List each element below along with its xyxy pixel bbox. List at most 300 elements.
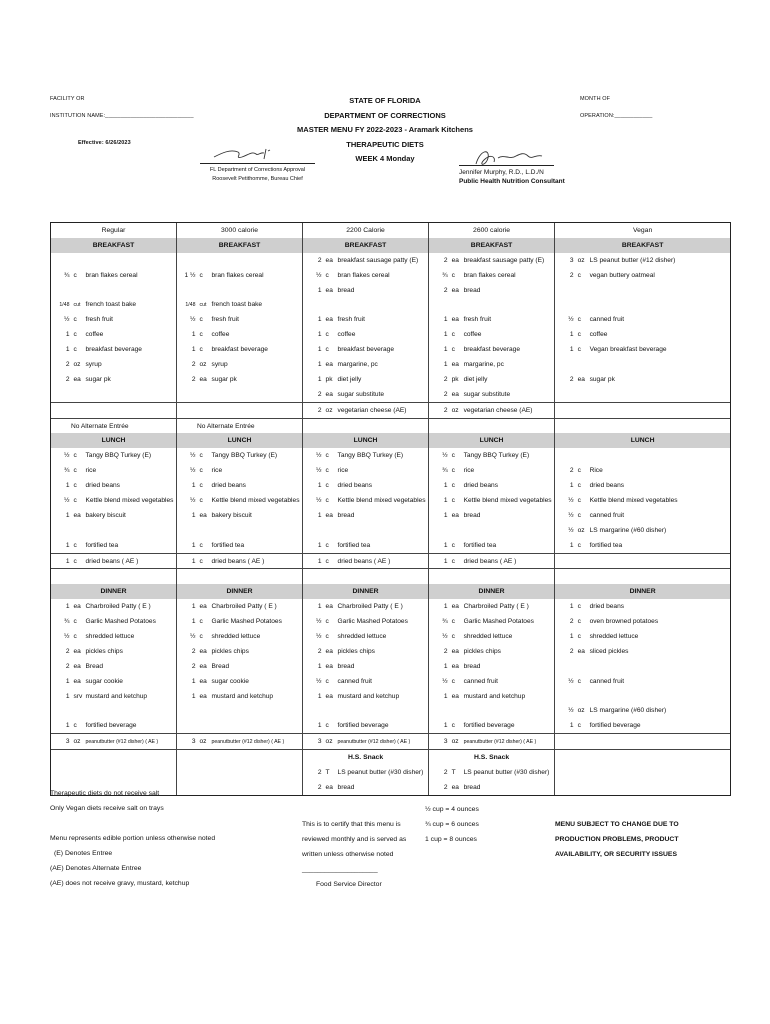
portion-unit (199, 402, 209, 418)
conversion-notes (425, 802, 479, 847)
portion-unit: c (325, 482, 329, 490)
snack-heading: H.S. Snack (303, 750, 429, 765)
footer-note: Menu represents edible portion unless otherwise noted (50, 835, 216, 842)
portion-quantity (429, 523, 451, 538)
portion-quantity: 2 (429, 765, 451, 780)
menu-item: fortified beverage (337, 722, 389, 730)
menu-row (51, 674, 731, 689)
portion-unit: ea (325, 692, 333, 700)
portion-unit: ea (325, 390, 333, 398)
menu-item: Tangy BBQ Turkey (E) (211, 452, 278, 460)
menu-item: LS peanut butter (#30 disher) (463, 769, 550, 776)
portion-unit: c (325, 632, 329, 640)
portion-quantity (51, 402, 73, 418)
portion-quantity: ½ (51, 629, 73, 644)
portion-unit: c (73, 452, 77, 460)
portion-unit (199, 387, 209, 402)
portion-quantity: 1 (555, 478, 577, 493)
portion-unit: T (325, 769, 330, 776)
portion-quantity: 1 (429, 659, 451, 674)
portion-quantity: 2 (177, 659, 199, 674)
menu-item: sugar pk (587, 372, 731, 387)
portion-quantity: 1 ½ (177, 268, 199, 283)
conversion-line: ½ cup = 4 ounces (425, 806, 479, 813)
menu-item: fresh fruit (337, 316, 366, 324)
portion-unit: c (451, 553, 461, 569)
approval-signature (212, 143, 272, 165)
portion-quantity: 2 (177, 357, 199, 372)
menu-item: fortified beverage (85, 722, 137, 730)
portion-unit (73, 523, 83, 538)
portion-unit: c (577, 541, 581, 549)
menu-item: bread (461, 780, 555, 795)
menu-row (51, 357, 731, 372)
portion-unit: ea (325, 647, 333, 655)
menu-item: Kettle blend mixed vegetables (587, 493, 731, 508)
portion-unit: oz (451, 402, 461, 418)
portion-quantity: 1 (51, 327, 73, 342)
menu-item: breakfast sausage patty (E) (463, 256, 545, 264)
portion-unit: c (73, 346, 77, 354)
portion-unit: c (325, 271, 329, 279)
portion-unit: c (73, 316, 77, 324)
title-line: WEEK 4 Monday (355, 154, 415, 163)
column-header-2600: 2600 calorie (429, 223, 555, 238)
portion-unit: ea (577, 375, 585, 383)
menu-item: fresh fruit (211, 316, 239, 324)
consultant-signature-line (459, 165, 554, 166)
portion-unit: c (325, 553, 335, 569)
alternate-entree-note (303, 418, 429, 433)
portion-quantity (51, 704, 73, 719)
consultant-caption (459, 168, 565, 186)
menu-item: mustard and ketchup (463, 692, 526, 700)
portion-unit: ea (73, 647, 81, 655)
menu-item: breakfast sausage patty (E) (337, 256, 419, 264)
menu-row (51, 584, 731, 599)
portion-quantity: ½ (555, 312, 577, 327)
portion-quantity: ¾ (429, 463, 451, 478)
portion-unit: oz (73, 360, 81, 368)
portion-quantity: 1 (51, 689, 73, 704)
portion-quantity: ½ (177, 312, 199, 327)
menu-item: mustard and ketchup (85, 692, 148, 700)
portion-unit (577, 780, 587, 795)
menu-item: fresh fruit (85, 316, 113, 324)
portion-quantity: 1 (51, 538, 73, 553)
portion-unit: c (199, 452, 203, 460)
menu-item: peanutbutter (#12 disher) ( AE ) (83, 734, 177, 750)
menu-item (209, 718, 303, 733)
portion-unit: ea (451, 316, 459, 324)
menu-item: bran flakes cereal (211, 271, 264, 279)
menu-item (587, 734, 731, 750)
portion-unit: ea (451, 780, 461, 795)
meal-heading: LUNCH (429, 433, 555, 448)
portion-quantity: ½ (303, 614, 325, 629)
portion-quantity: ½ (51, 493, 73, 508)
portion-quantity (555, 780, 577, 795)
portion-quantity (177, 387, 199, 402)
menu-item (335, 523, 429, 538)
menu-row (51, 297, 731, 312)
menu-item: dried beans ( AE ) (83, 553, 177, 569)
portion-quantity: 1 (303, 538, 325, 553)
portion-unit: c (577, 632, 581, 640)
meal-heading: DINNER (303, 584, 429, 599)
title-line: STATE OF FLORIDA (349, 96, 421, 105)
portion-unit: c (577, 467, 581, 475)
portion-quantity: 2 (555, 372, 577, 387)
portion-quantity: ¾ (429, 268, 451, 283)
column-header-row (51, 223, 731, 238)
portion-quantity: ½ (429, 674, 451, 689)
consultant-line: Public Health Nutrition Consultant (459, 178, 565, 185)
blank-cell (303, 569, 429, 584)
portion-quantity: 2 (51, 372, 73, 387)
menu-item: rice (85, 467, 97, 475)
menu-item (83, 704, 177, 719)
footer-note: (AE) Denotes Alternate Entree (50, 865, 142, 872)
portion-quantity (555, 765, 577, 780)
menu-row (51, 614, 731, 629)
portion-unit (451, 523, 461, 538)
portion-unit: c (577, 496, 581, 504)
menu-row (51, 372, 731, 387)
portion-quantity: 1 (429, 312, 451, 327)
portion-unit: oz (577, 526, 585, 534)
portion-quantity: ½ (555, 674, 577, 689)
menu-item: sugar cookie (85, 677, 123, 685)
menu-item (83, 253, 177, 268)
menu-row (51, 327, 731, 342)
portion-quantity: 2 (555, 644, 577, 659)
portion-unit: c (199, 331, 203, 339)
portion-quantity (555, 402, 577, 418)
portion-quantity: 1 (177, 599, 199, 614)
portion-unit: ea (325, 662, 333, 670)
portion-quantity: 1 (429, 508, 451, 523)
portion-quantity: ½ (177, 463, 199, 478)
portion-unit: c (199, 271, 203, 279)
snack-heading (177, 750, 303, 765)
menu-item: Charbroiled Patty ( E ) (85, 603, 151, 611)
portion-quantity: 2 (555, 268, 577, 283)
portion-quantity (177, 253, 199, 268)
portion-unit: c (577, 331, 581, 339)
portion-quantity: ½ (303, 629, 325, 644)
approval-signature-line (200, 163, 315, 164)
menu-item: bread (463, 511, 481, 519)
portion-quantity (555, 659, 577, 674)
portion-unit: ea (451, 360, 459, 368)
menu-item: peanutbutter (#12 disher) ( AE ) (461, 734, 555, 750)
portion-unit: c (73, 271, 77, 279)
menu-item: breakfast beverage (463, 346, 521, 354)
portion-unit: ea (199, 647, 207, 655)
menu-item (209, 253, 303, 268)
portion-quantity (177, 704, 199, 719)
portion-unit: c (73, 553, 83, 569)
menu-item (83, 387, 177, 402)
blank-cell (555, 569, 731, 584)
portion-quantity: 1 (51, 599, 73, 614)
portion-quantity: 1 (177, 689, 199, 704)
portion-quantity (555, 357, 577, 372)
title-line: DEPARTMENT OF CORRECTIONS (324, 110, 446, 120)
footer-note (50, 816, 215, 831)
portion-unit: c (325, 467, 329, 475)
menu-item (587, 553, 731, 569)
menu-item: vegetarian cheese (AE) (335, 402, 429, 418)
portion-unit (577, 765, 587, 780)
menu-row (51, 538, 731, 553)
menu-item: LS peanut butter (#30 disher) (337, 769, 424, 776)
meal-heading: DINNER (177, 584, 303, 599)
portion-unit: ea (325, 256, 333, 264)
portion-quantity: 2 (51, 644, 73, 659)
portion-unit (577, 448, 587, 463)
portion-quantity: 2 (555, 463, 577, 478)
portion-quantity: 1 (177, 327, 199, 342)
portion-quantity: 1 (429, 357, 451, 372)
menu-item (587, 402, 731, 418)
meal-heading: BREAKFAST (177, 238, 303, 253)
menu-item (209, 402, 303, 418)
portion-unit: ea (451, 647, 459, 655)
menu-item: peanutbutter (#12 disher) ( AE ) (209, 734, 303, 750)
menu-item: Charbroiled Patty ( E ) (337, 603, 403, 611)
portion-unit: c (451, 271, 455, 279)
menu-item: sugar pk (85, 375, 111, 383)
portion-unit: cut (199, 301, 207, 308)
portion-unit (577, 689, 587, 704)
portion-unit: c (451, 677, 455, 685)
menu-item: breakfast beverage (85, 346, 142, 354)
menu-row (51, 478, 731, 493)
menu-item (209, 283, 303, 298)
menu-item (587, 283, 731, 298)
portion-quantity: 1 (429, 553, 451, 569)
menu-row (51, 402, 731, 418)
portion-quantity: 1 (303, 553, 325, 569)
menu-item: bran flakes cereal (337, 271, 390, 279)
menu-item: canned fruit (587, 508, 731, 523)
snack-heading: H.S. Snack (429, 750, 555, 765)
column-header-3000: 3000 calorie (177, 223, 303, 238)
portion-unit: ea (451, 256, 459, 264)
portion-quantity: ½ (555, 523, 577, 538)
portion-unit: c (325, 331, 329, 339)
menu-item (461, 704, 555, 719)
portion-quantity: ½ (177, 493, 199, 508)
alternate-entree-note (429, 418, 555, 433)
menu-item (587, 765, 731, 780)
menu-item: coffee (463, 331, 482, 339)
menu-item: dried beans ( AE ) (335, 553, 429, 569)
menu-item (83, 283, 177, 298)
portion-unit: oz (577, 256, 585, 264)
menu-item: rice (463, 467, 475, 475)
menu-item: bakery biscuit (85, 511, 126, 519)
portion-quantity: 1 (555, 342, 577, 357)
menu-item: Tangy BBQ Turkey (E) (463, 452, 530, 460)
portion-unit (451, 704, 461, 719)
menu-row (51, 599, 731, 614)
portion-unit (199, 283, 209, 298)
menu-row (51, 750, 731, 765)
menu-row (51, 523, 731, 538)
portion-quantity (429, 297, 451, 312)
portion-unit (577, 659, 587, 674)
portion-unit: c (73, 541, 77, 549)
menu-item: canned fruit (463, 677, 499, 685)
snack-heading (555, 750, 731, 765)
portion-unit (199, 704, 209, 719)
portion-quantity: 1 (51, 718, 73, 733)
portion-quantity: 3 (429, 734, 451, 750)
menu-item: coffee (211, 331, 230, 339)
portion-quantity (51, 253, 73, 268)
portion-unit: cut (73, 301, 81, 308)
portion-quantity: 3 (177, 734, 199, 750)
portion-unit: ea (199, 603, 207, 611)
portion-quantity (303, 523, 325, 538)
portion-quantity: 1 (555, 538, 577, 553)
portion-unit (199, 765, 209, 780)
portion-quantity: 1 (303, 312, 325, 327)
menu-row (51, 268, 731, 283)
portion-quantity: 1 (555, 629, 577, 644)
menu-item (587, 689, 731, 704)
portion-unit: pk (451, 375, 459, 383)
portion-quantity: 2 (303, 780, 325, 795)
menu-item (209, 704, 303, 719)
menu-item: sugar pk (211, 375, 237, 383)
menu-item (587, 659, 731, 674)
portion-unit: ea (199, 511, 207, 519)
menu-item: sliced pickles (587, 644, 731, 659)
meal-heading: BREAKFAST (303, 238, 429, 253)
portion-quantity: 1 (177, 614, 199, 629)
certify-line: reviewed monthly and is served as (302, 836, 407, 843)
portion-quantity (51, 765, 73, 780)
portion-unit: pk (325, 375, 333, 383)
portion-unit: c (451, 632, 455, 640)
portion-unit: c (199, 496, 203, 504)
portion-quantity: ½ (555, 493, 577, 508)
blank-cell (177, 569, 303, 584)
portion-unit: c (451, 467, 455, 475)
portion-quantity: ½ (555, 508, 577, 523)
portion-unit: c (199, 346, 203, 354)
menu-item: mustard and ketchup (337, 692, 400, 700)
alternate-entree-note: No Alternate Entrée (177, 418, 303, 433)
menu-item: fortified tea (337, 541, 371, 549)
portion-unit: ea (325, 360, 333, 368)
portion-quantity (429, 704, 451, 719)
portion-quantity (177, 523, 199, 538)
column-header-regular: Regular (51, 223, 177, 238)
portion-unit: c (451, 541, 455, 549)
menu-item (83, 402, 177, 418)
portion-quantity (555, 387, 577, 402)
menu-row (51, 253, 731, 268)
menu-item: french toast bake (85, 301, 137, 309)
portion-quantity (177, 765, 199, 780)
portion-quantity: 2 (177, 372, 199, 387)
certify-signature-line: ____________________ (302, 866, 378, 873)
footer-note: Therapeutic diets do not receive salt (50, 790, 160, 797)
portion-quantity (555, 553, 577, 569)
operation-label: OPERATION:____________ (580, 113, 653, 119)
menu-item: coffee (587, 327, 731, 342)
portion-unit: c (199, 541, 203, 549)
menu-item: LS peanut butter (#12 disher) (587, 253, 731, 268)
portion-unit: ea (73, 677, 81, 685)
menu-item: LS margarine (#60 disher) (587, 704, 731, 719)
menu-item: sugar cookie (211, 677, 249, 685)
portion-unit: c (199, 482, 203, 490)
menu-item (587, 387, 731, 402)
menu-row (51, 312, 731, 327)
conversion-line: 1 cup = 8 ounces (425, 836, 477, 843)
portion-quantity: 3 (51, 734, 73, 750)
menu-item: Bread (211, 662, 230, 670)
portion-unit (325, 704, 335, 719)
portion-unit: c (577, 677, 581, 685)
menu-item: Tangy BBQ Turkey (E) (337, 452, 404, 460)
menu-item: Rice (587, 463, 731, 478)
portion-quantity: 2 (429, 780, 451, 795)
portion-unit: c (577, 722, 581, 730)
menu-item: Kettle blend mixed vegetables (463, 496, 552, 504)
menu-item: dried beans (587, 599, 731, 614)
menu-item: shredded lettuce (587, 629, 731, 644)
portion-unit: oz (451, 734, 461, 750)
portion-quantity: 2 (429, 402, 451, 418)
meal-heading: BREAKFAST (429, 238, 555, 253)
menu-row (51, 569, 731, 584)
footer-note: (AE) does not receive gravy, mustard, ketchup (50, 880, 190, 887)
portion-unit (577, 402, 587, 418)
portion-unit (73, 253, 83, 268)
portion-quantity: 1 (303, 357, 325, 372)
portion-unit (73, 704, 83, 719)
menu-item: oven browned potatoes (587, 614, 731, 629)
title-line: THERAPEUTIC DIETS (346, 139, 424, 149)
menu-item: Garlic Mashed Potatoes (337, 618, 408, 626)
snack-heading (51, 750, 177, 765)
menu-item: bread (337, 511, 355, 519)
portion-unit: oz (325, 402, 335, 418)
portion-unit: oz (577, 707, 585, 715)
menu-item (209, 765, 303, 780)
meal-heading: LUNCH (303, 433, 429, 448)
portion-unit: c (73, 496, 77, 504)
portion-quantity: 1 (177, 538, 199, 553)
menu-item: pickles chips (337, 647, 375, 655)
menu-item: sugar substitute (463, 390, 511, 398)
portion-unit: ea (199, 662, 207, 670)
certify-title: Food Service Director (316, 881, 382, 888)
portion-quantity: 1 (429, 689, 451, 704)
portion-quantity: 2 (429, 283, 451, 298)
portion-quantity: ½ (429, 448, 451, 463)
menu-row (51, 704, 731, 719)
portion-quantity: 1 (177, 674, 199, 689)
consultant-line: Jennifer Murphy, R.D., L.D./N (459, 169, 544, 176)
